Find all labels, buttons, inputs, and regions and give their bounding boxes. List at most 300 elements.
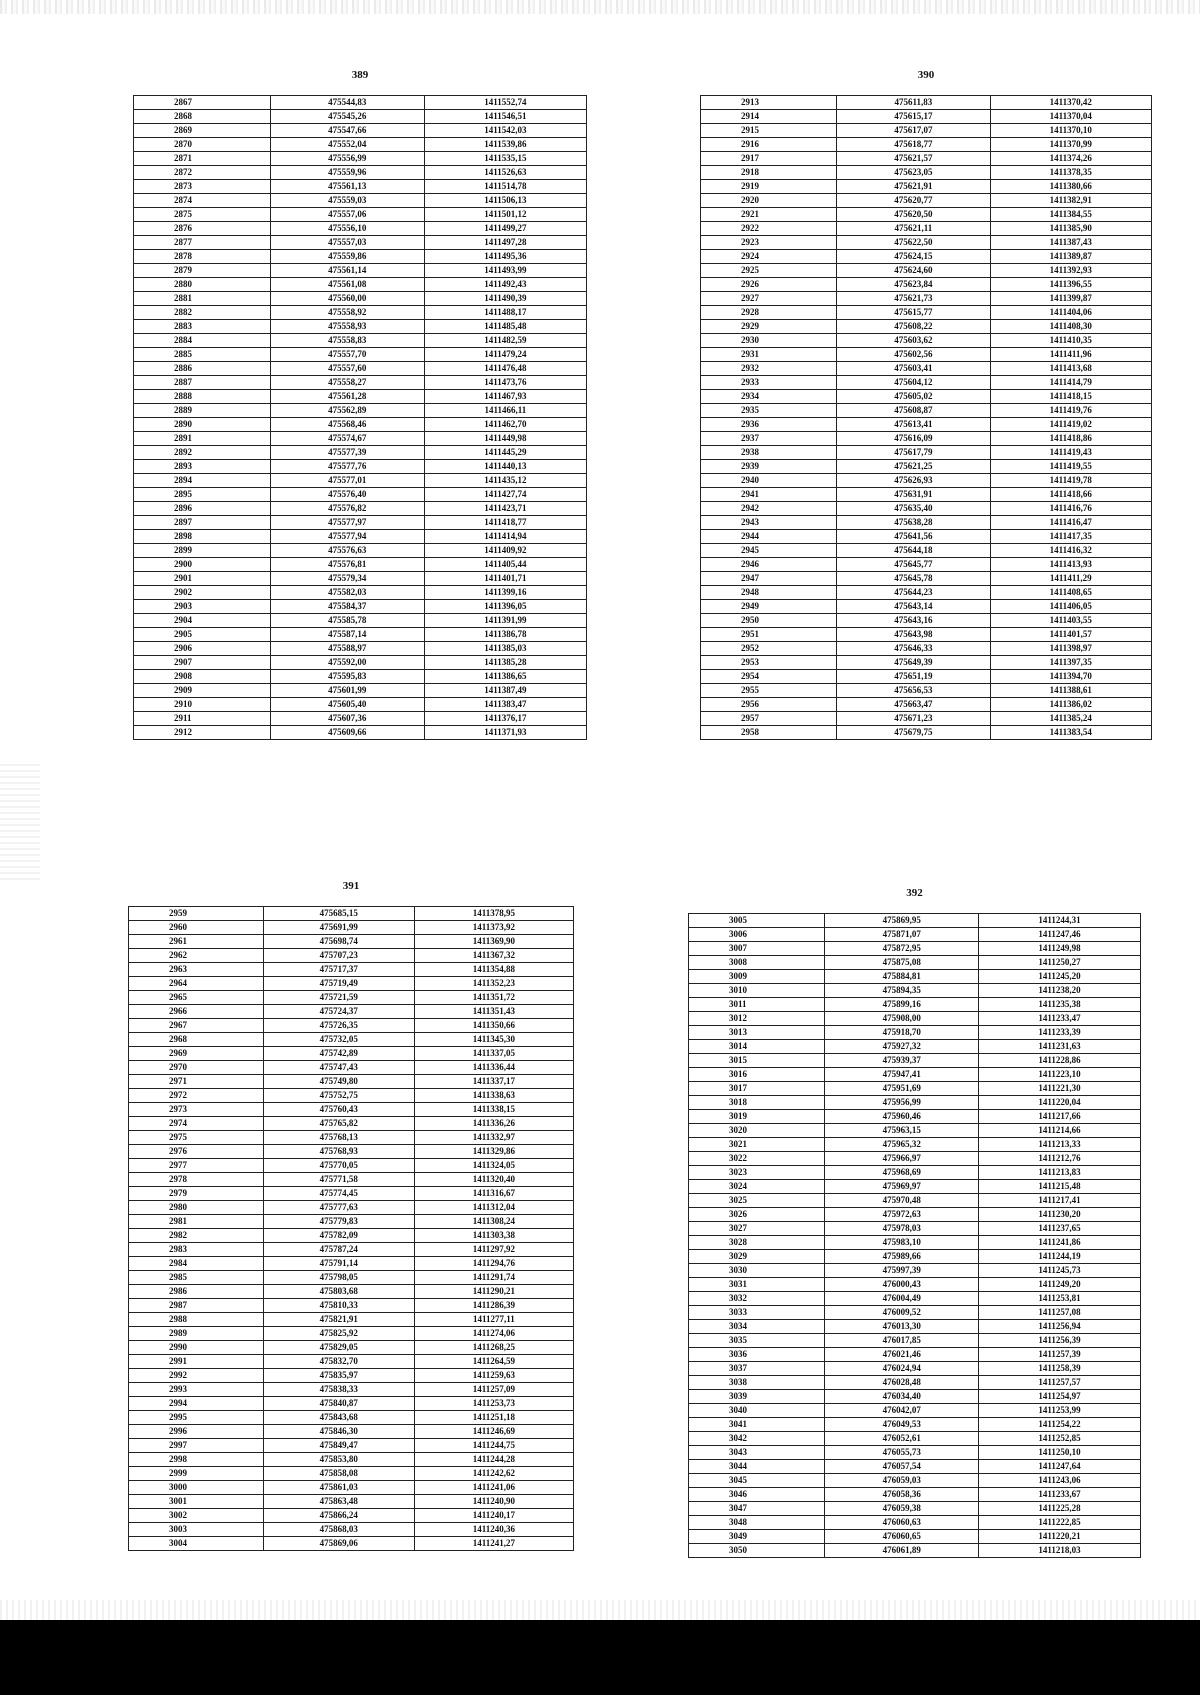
point-number: 2902 (134, 586, 271, 600)
y-coordinate: 1411257,08 (979, 1306, 1141, 1320)
table-row (129, 1173, 574, 1187)
y-coordinate: 1411257,09 (414, 1383, 573, 1397)
page-390 (700, 69, 1152, 740)
y-coordinate: 1411252,85 (979, 1432, 1141, 1446)
y-coordinate: 1411378,35 (990, 166, 1152, 180)
point-number: 2887 (134, 376, 271, 390)
x-coordinate: 475798,05 (263, 1271, 414, 1285)
y-coordinate: 1411376,17 (424, 712, 586, 726)
table-row (134, 250, 587, 264)
table-row (701, 264, 1152, 278)
x-coordinate: 475618,77 (837, 138, 990, 152)
table-row (689, 1082, 1141, 1096)
y-coordinate: 1411406,05 (990, 600, 1152, 614)
table-row (129, 1145, 574, 1159)
x-coordinate: 475765,82 (263, 1117, 414, 1131)
y-coordinate: 1411466,11 (424, 404, 586, 418)
point-number: 2927 (701, 292, 837, 306)
y-coordinate: 1411264,59 (414, 1355, 573, 1369)
y-coordinate: 1411231,63 (979, 1040, 1141, 1054)
y-coordinate: 1411213,83 (979, 1166, 1141, 1180)
table-row (701, 362, 1152, 376)
y-coordinate: 1411399,87 (990, 292, 1152, 306)
y-coordinate: 1411249,98 (979, 942, 1141, 956)
x-coordinate: 475719,49 (263, 977, 414, 991)
y-coordinate: 1411398,97 (990, 642, 1152, 656)
page-number: 390 (917, 69, 935, 81)
y-coordinate: 1411418,15 (990, 390, 1152, 404)
x-coordinate: 475651,19 (837, 670, 990, 684)
point-number: 2935 (701, 404, 837, 418)
table-row (701, 432, 1152, 446)
point-number: 2962 (129, 949, 264, 963)
y-coordinate: 1411324,05 (414, 1159, 573, 1173)
point-number: 2894 (134, 474, 271, 488)
x-coordinate: 475679,75 (837, 726, 990, 740)
point-number: 3032 (689, 1292, 825, 1306)
table-row (129, 1327, 574, 1341)
table-row (134, 502, 587, 516)
y-coordinate: 1411244,75 (414, 1439, 573, 1453)
y-coordinate: 1411382,91 (990, 194, 1152, 208)
table-row (134, 572, 587, 586)
table-row (129, 1117, 574, 1131)
x-coordinate: 475972,63 (825, 1208, 979, 1222)
x-coordinate: 476004,49 (825, 1292, 979, 1306)
table-row (689, 970, 1141, 984)
x-coordinate: 475558,83 (270, 334, 424, 348)
table-row (129, 1215, 574, 1229)
table-row (129, 1495, 574, 1509)
table-row (689, 1362, 1141, 1376)
point-number: 2891 (134, 432, 271, 446)
point-number: 2898 (134, 530, 271, 544)
point-number: 2974 (129, 1117, 264, 1131)
y-coordinate: 1411370,04 (990, 110, 1152, 124)
y-coordinate: 1411485,48 (424, 320, 586, 334)
y-coordinate: 1411244,19 (979, 1250, 1141, 1264)
y-coordinate: 1411383,47 (424, 698, 586, 712)
y-coordinate: 1411495,36 (424, 250, 586, 264)
y-coordinate: 1411225,28 (979, 1502, 1141, 1516)
table-row (129, 1523, 574, 1537)
table-row (134, 656, 587, 670)
table-row (701, 348, 1152, 362)
coordinate-table (700, 95, 1152, 740)
point-number: 2971 (129, 1075, 264, 1089)
y-coordinate: 1411492,43 (424, 278, 586, 292)
table-row (134, 152, 587, 166)
table-row (134, 236, 587, 250)
table-row (134, 180, 587, 194)
y-coordinate: 1411369,90 (414, 935, 573, 949)
y-coordinate: 1411497,28 (424, 236, 586, 250)
point-number: 2987 (129, 1299, 264, 1313)
point-number: 2973 (129, 1103, 264, 1117)
table-row (129, 1425, 574, 1439)
table-row (689, 1222, 1141, 1236)
point-number: 2938 (701, 446, 837, 460)
x-coordinate: 475869,95 (825, 914, 979, 928)
point-number: 2886 (134, 362, 271, 376)
x-coordinate: 475617,07 (837, 124, 990, 138)
table-row (689, 1250, 1141, 1264)
y-coordinate: 1411416,76 (990, 502, 1152, 516)
y-coordinate: 1411223,10 (979, 1068, 1141, 1082)
y-coordinate: 1411488,17 (424, 306, 586, 320)
y-coordinate: 1411370,42 (990, 96, 1152, 110)
x-coordinate: 476024,94 (825, 1362, 979, 1376)
y-coordinate: 1411410,35 (990, 334, 1152, 348)
x-coordinate: 475608,87 (837, 404, 990, 418)
x-coordinate: 475556,99 (270, 152, 424, 166)
y-coordinate: 1411387,49 (424, 684, 586, 698)
point-number: 3027 (689, 1222, 825, 1236)
y-coordinate: 1411385,03 (424, 642, 586, 656)
y-coordinate: 1411391,99 (424, 614, 586, 628)
y-coordinate: 1411397,35 (990, 656, 1152, 670)
x-coordinate: 475585,78 (270, 614, 424, 628)
x-coordinate: 475603,62 (837, 334, 990, 348)
table-row (701, 628, 1152, 642)
x-coordinate: 475927,32 (825, 1040, 979, 1054)
point-number: 3015 (689, 1054, 825, 1068)
point-number: 2873 (134, 180, 271, 194)
table-row (701, 600, 1152, 614)
table-row (701, 320, 1152, 334)
x-coordinate: 475561,08 (270, 278, 424, 292)
x-coordinate: 475617,79 (837, 446, 990, 460)
y-coordinate: 1411370,99 (990, 138, 1152, 152)
x-coordinate: 475631,91 (837, 488, 990, 502)
point-number: 3011 (689, 998, 825, 1012)
point-number: 2952 (701, 642, 837, 656)
x-coordinate: 475997,39 (825, 1264, 979, 1278)
y-coordinate: 1411526,63 (424, 166, 586, 180)
x-coordinate: 475869,06 (263, 1537, 414, 1551)
point-number: 2892 (134, 446, 271, 460)
x-coordinate: 475615,17 (837, 110, 990, 124)
y-coordinate: 1411245,73 (979, 1264, 1141, 1278)
y-coordinate: 1411254,97 (979, 1390, 1141, 1404)
table-row (129, 1355, 574, 1369)
x-coordinate: 475560,00 (270, 292, 424, 306)
y-coordinate: 1411427,74 (424, 488, 586, 502)
table-row (129, 1019, 574, 1033)
x-coordinate: 475749,80 (263, 1075, 414, 1089)
x-coordinate: 475768,93 (263, 1145, 414, 1159)
point-number: 3030 (689, 1264, 825, 1278)
table-row (689, 1166, 1141, 1180)
point-number: 2969 (129, 1047, 264, 1061)
x-coordinate: 475616,09 (837, 432, 990, 446)
x-coordinate: 475644,18 (837, 544, 990, 558)
point-number: 2983 (129, 1243, 264, 1257)
table-row (129, 1369, 574, 1383)
table-row (129, 1187, 574, 1201)
point-number: 3010 (689, 984, 825, 998)
scan-artifact-top (0, 0, 1200, 14)
point-number: 2895 (134, 488, 271, 502)
table-row (134, 194, 587, 208)
y-coordinate: 1411240,90 (414, 1495, 573, 1509)
table-row (129, 1383, 574, 1397)
y-coordinate: 1411246,69 (414, 1425, 573, 1439)
point-number: 2920 (701, 194, 837, 208)
point-number: 2965 (129, 991, 264, 1005)
y-coordinate: 1411449,98 (424, 432, 586, 446)
table-row (129, 1243, 574, 1257)
point-number: 3046 (689, 1488, 825, 1502)
table-row (129, 1285, 574, 1299)
point-number: 2976 (129, 1145, 264, 1159)
table-row (134, 726, 587, 740)
y-coordinate: 1411514,78 (424, 180, 586, 194)
table-row (129, 1341, 574, 1355)
x-coordinate: 475656,53 (837, 684, 990, 698)
point-number: 3048 (689, 1516, 825, 1530)
y-coordinate: 1411546,51 (424, 110, 586, 124)
y-coordinate: 1411351,43 (414, 1005, 573, 1019)
table-row (689, 1124, 1141, 1138)
x-coordinate: 475645,77 (837, 558, 990, 572)
y-coordinate: 1411387,43 (990, 236, 1152, 250)
table-row (129, 1103, 574, 1117)
y-coordinate: 1411291,74 (414, 1271, 573, 1285)
table-row (689, 1194, 1141, 1208)
table-row (134, 488, 587, 502)
table-row (134, 306, 587, 320)
y-coordinate: 1411217,66 (979, 1110, 1141, 1124)
y-coordinate: 1411386,02 (990, 698, 1152, 712)
table-row (701, 544, 1152, 558)
x-coordinate: 475832,70 (263, 1355, 414, 1369)
point-number: 2996 (129, 1425, 264, 1439)
point-number: 2911 (134, 712, 271, 726)
x-coordinate: 475613,41 (837, 418, 990, 432)
table-row (134, 362, 587, 376)
point-number: 3023 (689, 1166, 825, 1180)
y-coordinate: 1411253,81 (979, 1292, 1141, 1306)
y-coordinate: 1411414,94 (424, 530, 586, 544)
x-coordinate: 475721,59 (263, 991, 414, 1005)
table-row (689, 1278, 1141, 1292)
point-number: 3037 (689, 1362, 825, 1376)
coordinate-table (133, 95, 587, 740)
table-row (701, 110, 1152, 124)
point-number: 2947 (701, 572, 837, 586)
page-number: 392 (906, 887, 923, 899)
table-row (689, 1460, 1141, 1474)
y-coordinate: 1411240,36 (414, 1523, 573, 1537)
point-number: 2906 (134, 642, 271, 656)
table-row (129, 1481, 574, 1495)
x-coordinate: 475782,09 (263, 1229, 414, 1243)
point-number: 2925 (701, 264, 837, 278)
x-coordinate: 475791,14 (263, 1257, 414, 1271)
point-number: 3009 (689, 970, 825, 984)
point-number: 2912 (134, 726, 271, 740)
point-number: 3014 (689, 1040, 825, 1054)
table-row (129, 1467, 574, 1481)
y-coordinate: 1411220,21 (979, 1530, 1141, 1544)
point-number: 2878 (134, 250, 271, 264)
table-row (134, 684, 587, 698)
point-number: 2980 (129, 1201, 264, 1215)
x-coordinate: 475557,60 (270, 362, 424, 376)
point-number: 3044 (689, 1460, 825, 1474)
y-coordinate: 1411230,20 (979, 1208, 1141, 1222)
point-number: 3003 (129, 1523, 264, 1537)
point-number: 2879 (134, 264, 271, 278)
point-number: 2918 (701, 166, 837, 180)
page-number: 391 (342, 880, 360, 892)
point-number: 3018 (689, 1096, 825, 1110)
table-row (701, 390, 1152, 404)
point-number: 2919 (701, 180, 837, 194)
table-row (701, 586, 1152, 600)
x-coordinate: 476055,73 (825, 1446, 979, 1460)
x-coordinate: 475621,11 (837, 222, 990, 236)
table-row (701, 726, 1152, 740)
x-coordinate: 475968,69 (825, 1166, 979, 1180)
x-coordinate: 475671,23 (837, 712, 990, 726)
point-number: 2977 (129, 1159, 264, 1173)
x-coordinate: 475774,45 (263, 1187, 414, 1201)
x-coordinate: 475607,36 (270, 712, 424, 726)
x-coordinate: 475853,80 (263, 1453, 414, 1467)
x-coordinate: 475643,14 (837, 600, 990, 614)
y-coordinate: 1411462,70 (424, 418, 586, 432)
table-row (701, 152, 1152, 166)
y-coordinate: 1411233,39 (979, 1026, 1141, 1040)
x-coordinate: 475601,99 (270, 684, 424, 698)
coordinate-table (128, 906, 574, 1551)
point-number: 3047 (689, 1502, 825, 1516)
table-row (129, 1453, 574, 1467)
point-number: 2972 (129, 1089, 264, 1103)
y-coordinate: 1411389,87 (990, 250, 1152, 264)
y-coordinate: 1411241,86 (979, 1236, 1141, 1250)
y-coordinate: 1411237,65 (979, 1222, 1141, 1236)
point-number: 3042 (689, 1432, 825, 1446)
x-coordinate: 476049,53 (825, 1418, 979, 1432)
x-coordinate: 475643,98 (837, 628, 990, 642)
table-row (689, 928, 1141, 942)
table-row (129, 963, 574, 977)
y-coordinate: 1411404,06 (990, 306, 1152, 320)
x-coordinate: 475777,63 (263, 1201, 414, 1215)
x-coordinate: 476028,48 (825, 1376, 979, 1390)
table-row (689, 1306, 1141, 1320)
table-row (701, 418, 1152, 432)
point-number: 2995 (129, 1411, 264, 1425)
point-number: 2867 (134, 96, 271, 110)
y-coordinate: 1411399,16 (424, 586, 586, 600)
y-coordinate: 1411244,31 (979, 914, 1141, 928)
y-coordinate: 1411440,13 (424, 460, 586, 474)
x-coordinate: 475561,13 (270, 180, 424, 194)
y-coordinate: 1411213,33 (979, 1138, 1141, 1152)
table-row (134, 474, 587, 488)
y-coordinate: 1411222,85 (979, 1516, 1141, 1530)
y-coordinate: 1411277,11 (414, 1313, 573, 1327)
table-row (689, 1418, 1141, 1432)
point-number: 3026 (689, 1208, 825, 1222)
point-number: 2954 (701, 670, 837, 684)
table-row (129, 1313, 574, 1327)
x-coordinate: 476061,89 (825, 1544, 979, 1558)
y-coordinate: 1411482,59 (424, 334, 586, 348)
table-row (689, 914, 1141, 928)
y-coordinate: 1411418,77 (424, 516, 586, 530)
y-coordinate: 1411411,29 (990, 572, 1152, 586)
x-coordinate: 475635,40 (837, 502, 990, 516)
y-coordinate: 1411249,20 (979, 1278, 1141, 1292)
x-coordinate: 475803,68 (263, 1285, 414, 1299)
x-coordinate: 476058,36 (825, 1488, 979, 1502)
x-coordinate: 475969,97 (825, 1180, 979, 1194)
x-coordinate: 476021,46 (825, 1348, 979, 1362)
table-row (701, 292, 1152, 306)
point-number: 3033 (689, 1306, 825, 1320)
table-row (134, 530, 587, 544)
x-coordinate: 475717,37 (263, 963, 414, 977)
y-coordinate: 1411240,17 (414, 1509, 573, 1523)
point-number: 2907 (134, 656, 271, 670)
x-coordinate: 475894,35 (825, 984, 979, 998)
x-coordinate: 476059,03 (825, 1474, 979, 1488)
y-coordinate: 1411419,02 (990, 418, 1152, 432)
table-row (129, 1271, 574, 1285)
table-row (689, 1110, 1141, 1124)
point-number: 2939 (701, 460, 837, 474)
point-number: 2915 (701, 124, 837, 138)
x-coordinate: 475843,68 (263, 1411, 414, 1425)
point-number: 2943 (701, 516, 837, 530)
x-coordinate: 476017,85 (825, 1334, 979, 1348)
point-number: 2881 (134, 292, 271, 306)
point-number: 2991 (129, 1355, 264, 1369)
point-number: 2897 (134, 516, 271, 530)
x-coordinate: 475821,91 (263, 1313, 414, 1327)
table-row (701, 530, 1152, 544)
y-coordinate: 1411552,74 (424, 96, 586, 110)
point-number: 3002 (129, 1509, 264, 1523)
table-row (701, 642, 1152, 656)
point-number: 2959 (129, 907, 264, 921)
y-coordinate: 1411416,32 (990, 544, 1152, 558)
y-coordinate: 1411212,76 (979, 1152, 1141, 1166)
point-number: 3049 (689, 1530, 825, 1544)
x-coordinate: 475558,93 (270, 320, 424, 334)
y-coordinate: 1411408,65 (990, 586, 1152, 600)
table-row (701, 334, 1152, 348)
y-coordinate: 1411435,12 (424, 474, 586, 488)
x-coordinate: 475576,82 (270, 502, 424, 516)
table-row (134, 110, 587, 124)
x-coordinate: 475621,73 (837, 292, 990, 306)
table-row (134, 166, 587, 180)
table-row (134, 376, 587, 390)
x-coordinate: 475577,94 (270, 530, 424, 544)
point-number: 3040 (689, 1404, 825, 1418)
y-coordinate: 1411337,17 (414, 1075, 573, 1089)
point-number: 2929 (701, 320, 837, 334)
y-coordinate: 1411490,39 (424, 292, 586, 306)
y-coordinate: 1411367,32 (414, 949, 573, 963)
table-row (134, 320, 587, 334)
